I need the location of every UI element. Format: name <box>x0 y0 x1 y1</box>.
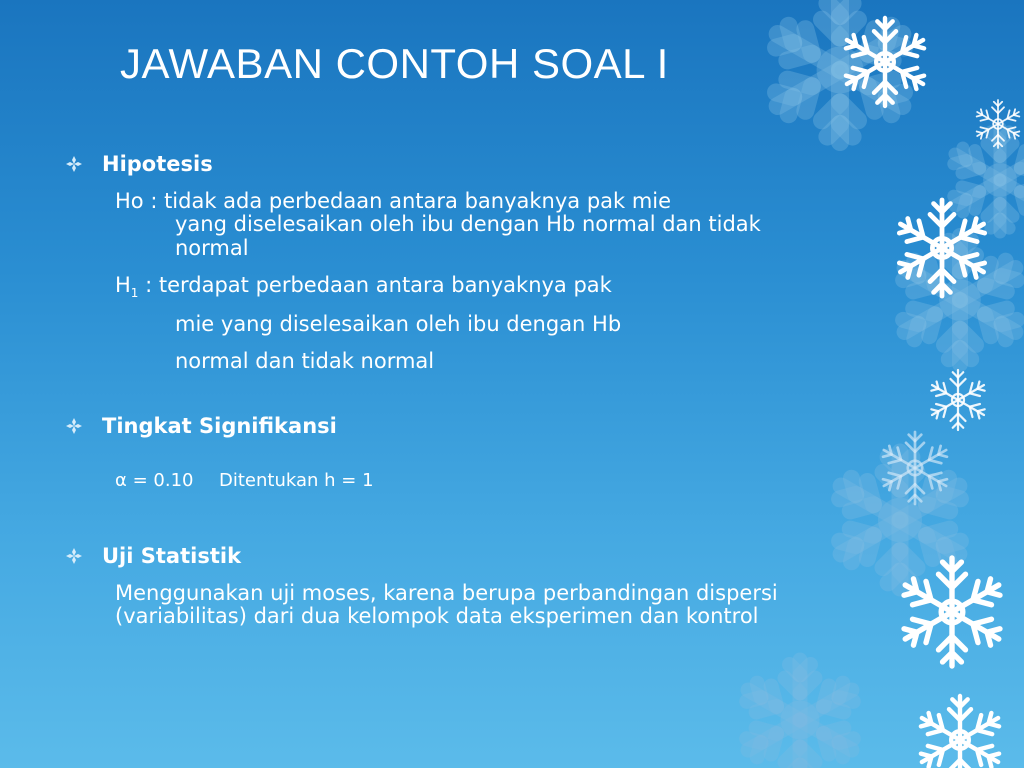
bullet-hipotesis <box>66 152 213 176</box>
signifikansi-label: Tingkat Signifikansi <box>102 414 337 438</box>
snowflake-icon <box>769 0 912 142</box>
snowflake-icon <box>974 100 1022 148</box>
snowflake-icon <box>894 200 989 296</box>
h1-subscript: 1 <box>130 286 139 301</box>
ho-text-1: tidak ada perbedaan antara banyaknya pak mie <box>164 189 672 213</box>
snowflake-icon <box>897 236 1024 364</box>
hipotesis-label: Hipotesis <box>102 152 213 176</box>
snowflake-icon <box>916 696 1003 768</box>
uji-statistik-label: Uji Statistik <box>102 544 242 568</box>
h1-line-2: mie yang diselesaikan oleh ibu dengan Hb <box>175 312 622 336</box>
uji-line-1: Menggunakan uji moses, karena berupa perbandingan dispersi <box>115 581 778 605</box>
snowflake-icon <box>928 370 987 430</box>
h1-prefix: H <box>115 273 131 297</box>
snowflake-icon <box>948 128 1024 232</box>
bullet-signifikansi <box>66 414 337 438</box>
snowflake-icon <box>741 660 860 768</box>
h1-text-1: : terdapat perbedaan antara banyaknya pak <box>138 273 612 297</box>
diamond-bullet-icon <box>66 418 82 434</box>
snowflake-icon <box>841 18 928 106</box>
h1-line-3: normal dan tidak normal <box>175 349 435 373</box>
diamond-bullet-icon <box>66 548 82 564</box>
slide-title: JAWABAN CONTOH SOAL I <box>120 40 669 87</box>
ho-line-3: normal <box>175 236 249 260</box>
ho-prefix: Ho : <box>115 189 165 213</box>
ho-line-2: yang diselesaikan oleh ibu dengan Hb normal dan tidak <box>175 212 761 236</box>
uji-line-2: (variabilitas) dari dua kelompok data eksperimen dan kontrol <box>115 604 759 628</box>
ho-line-1 <box>115 189 671 214</box>
h1-line-1 <box>115 273 612 306</box>
snowflake-icon <box>833 452 968 588</box>
bullet-uji-statistik <box>66 544 241 568</box>
h-value: Ditentukan h = 1 <box>219 470 374 491</box>
snowflake-icon <box>879 432 950 504</box>
alpha-value: α = 0.10 <box>115 470 194 491</box>
diamond-bullet-icon <box>66 156 82 172</box>
snowflake-icon <box>898 558 1005 666</box>
